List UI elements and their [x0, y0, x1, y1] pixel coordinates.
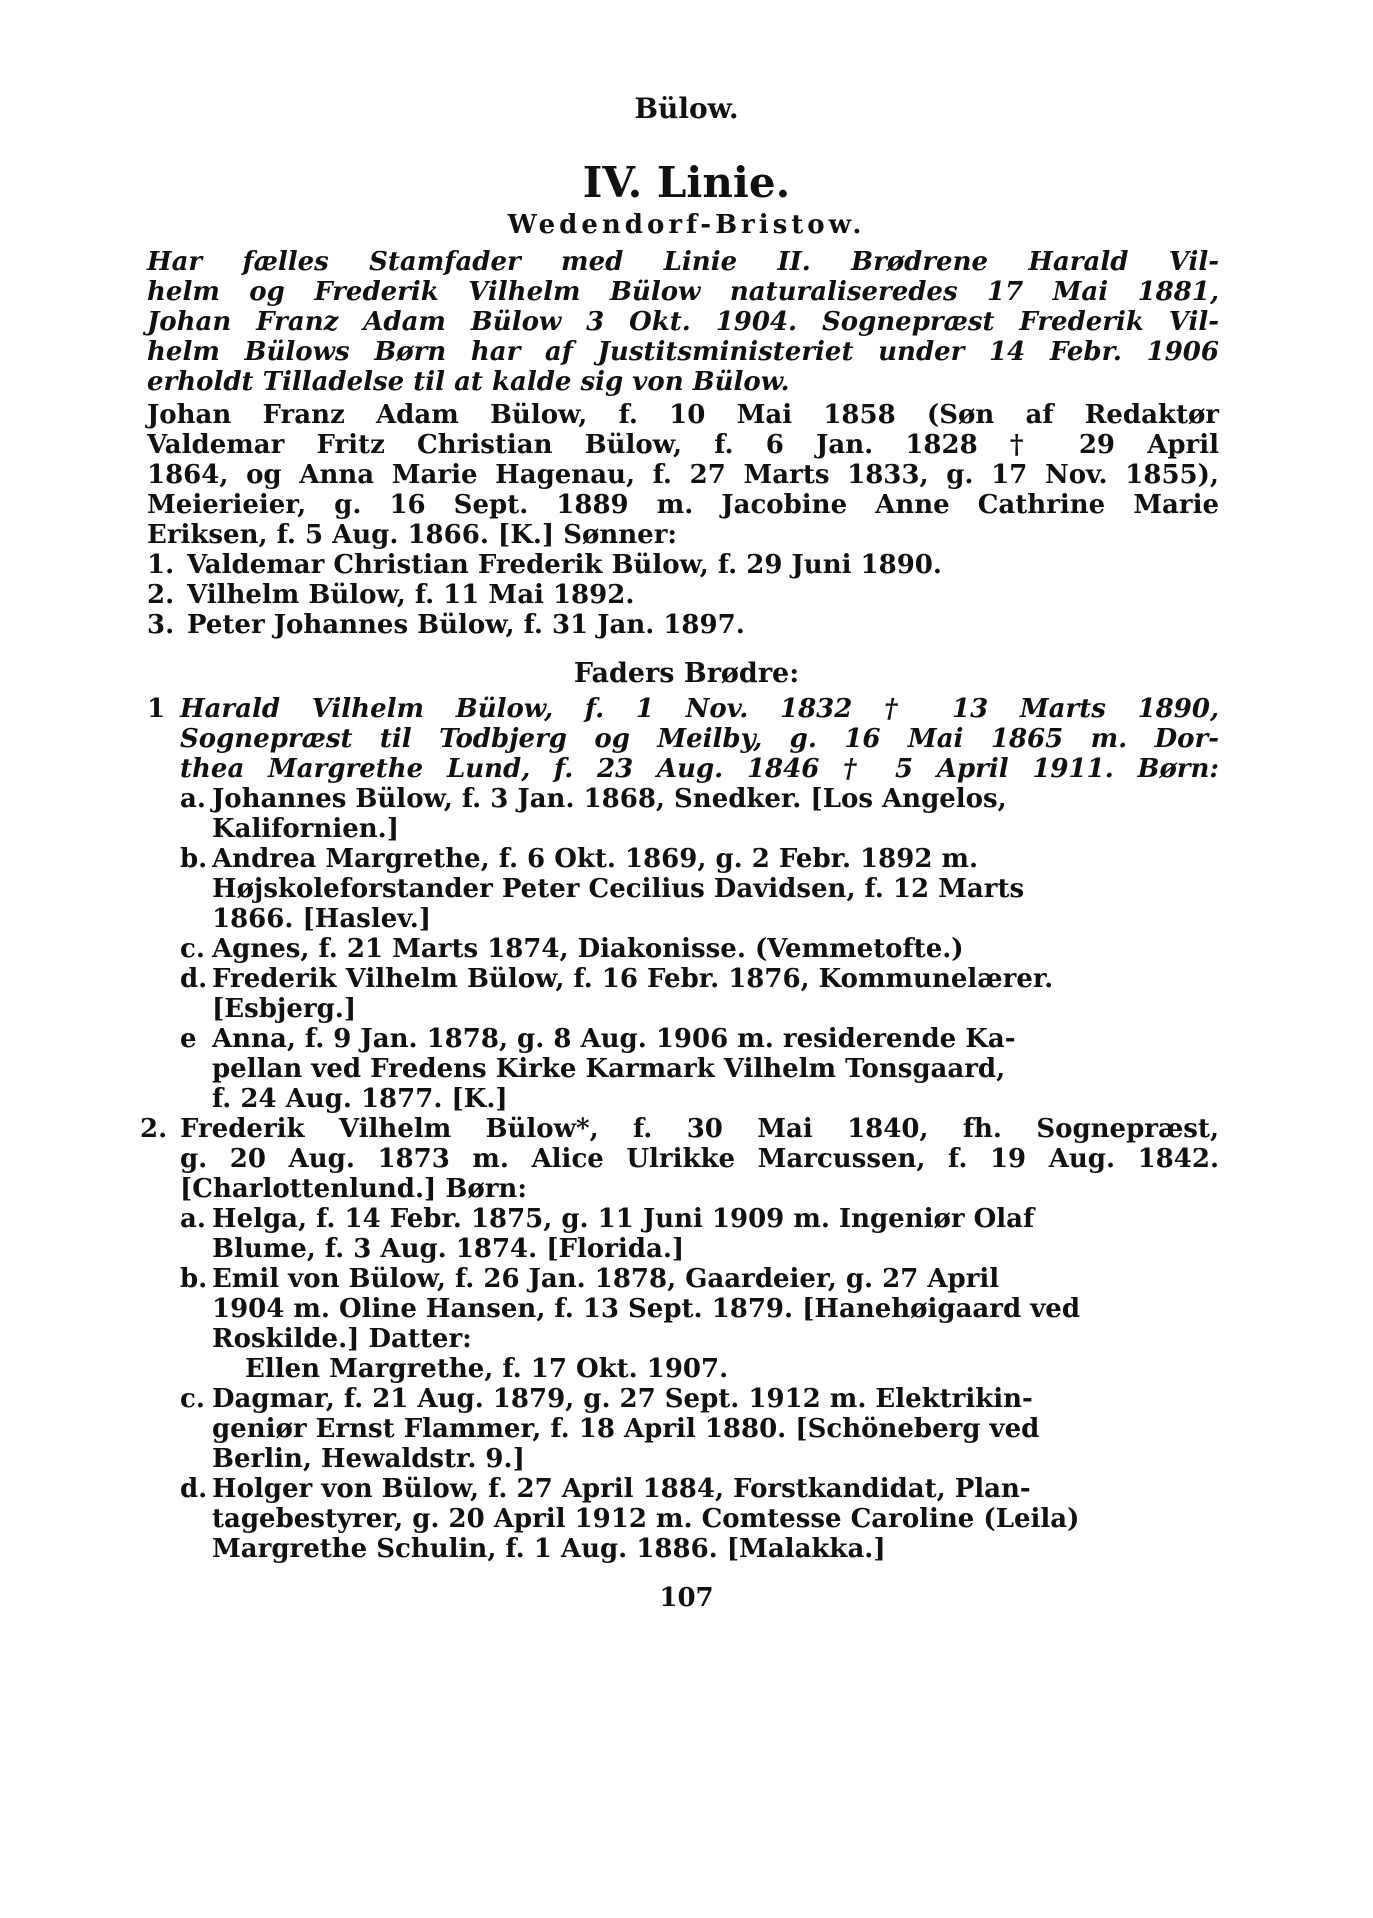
intro-line: erholdt Tilladelse til at kalde sig von Bülow. — [147, 367, 790, 397]
child-marker: a. — [180, 1204, 206, 1234]
child-text: Margrethe Schulin, f. 1 Aug. 1886. [Malakka.] — [212, 1534, 886, 1564]
page-number: 107 — [659, 1583, 714, 1613]
child-text: 1866. [Haslev.] — [212, 904, 432, 934]
intro-line: Har fælles Stamfader med Linie II. Brødrene Harald Vil- — [147, 247, 1219, 277]
main-entry-line: Eriksen, f. 5 Aug. 1866. [K.] Sønner: — [147, 520, 677, 550]
child-text: Berlin, Hewaldstr. 9.] — [212, 1444, 525, 1474]
child-entry — [180, 962, 1219, 996]
section-subtitle: Wedendorf-Bristow. — [507, 210, 866, 240]
child-text: Johannes Bülow, f. 3 Jan. 1868, Snedker. [Los Angelos, — [212, 784, 1007, 814]
son-marker: 2. — [147, 580, 175, 610]
child-entry — [180, 932, 1219, 966]
frederik-line: [Charlottenlund.] Børn: — [180, 1174, 527, 1204]
child-entry — [180, 1382, 1219, 1416]
child-marker: d. — [180, 964, 208, 994]
child-entry — [180, 1262, 1219, 1296]
child-marker: b. — [180, 844, 208, 874]
child-entry — [180, 842, 1219, 876]
son-entry — [147, 548, 1219, 582]
main-entry-line: Valdemar Fritz Christian Bülow, f. 6 Jan. 1828 † 29 April — [147, 430, 1219, 460]
child-text: [Esbjerg.] — [212, 994, 357, 1024]
son-marker: 3. — [147, 610, 175, 640]
harald-line: Sognepræst til Todbjerg og Meilby, g. 16 Mai 1865 m. Dor- — [180, 724, 1219, 754]
main-entry-line: Johan Franz Adam Bülow, f. 10 Mai 1858 (Søn af Redaktør — [147, 400, 1219, 430]
child-text: pellan ved Fredens Kirke Karmark Vilhelm Tonsgaard, — [212, 1054, 1006, 1084]
child-entry — [180, 1472, 1219, 1506]
child-text: Blume, f. 3 Aug. 1874. [Florida.] — [212, 1234, 685, 1264]
section-title: IV. Linie. — [582, 158, 791, 207]
harald-line: thea Margrethe Lund, f. 23 Aug. 1846 † 5 April 1911. Børn: — [180, 754, 1219, 784]
entry-marker: 1 — [147, 694, 166, 724]
child-text: tagebestyrer, g. 20 April 1912 m. Comtesse Caroline (Leila) — [212, 1504, 1080, 1534]
grandchild-text: Ellen Margrethe, f. 17 Okt. 1907. — [245, 1354, 729, 1384]
son-text: Vilhelm Bülow, f. 11 Mai 1892. — [187, 580, 635, 610]
child-text: Helga, f. 14 Febr. 1875, g. 11 Juni 1909 m. Ingeniør Olaf — [212, 1204, 1035, 1234]
harald-line: Harald Vilhelm Bülow, f. 1 Nov. 1832 † 13 Marts 1890, — [180, 694, 1219, 724]
entry-marker: 2. — [140, 1114, 168, 1144]
child-text: Frederik Vilhelm Bülow, f. 16 Febr. 1876, Kommunelærer. — [212, 964, 1054, 994]
child-marker: b. — [180, 1264, 208, 1294]
child-text: Andrea Margrethe, f. 6 Okt. 1869, g. 2 Febr. 1892 m. — [212, 844, 979, 874]
main-entry-line: Meierieier, g. 16 Sept. 1889 m. Jacobine Anne Cathrine Marie — [147, 490, 1219, 520]
child-text: Dagmar, f. 21 Aug. 1879, g. 27 Sept. 1912 m. Elektrikin- — [212, 1384, 1033, 1414]
intro-line: helm og Frederik Vilhelm Bülow naturaliseredes 17 Mai 1881, — [147, 277, 1219, 307]
son-marker: 1. — [147, 550, 175, 580]
child-text: f. 24 Aug. 1877. [K.] — [212, 1084, 508, 1114]
child-text: Roskilde.] Datter: — [212, 1324, 472, 1354]
child-entry — [180, 1022, 1219, 1056]
child-marker: c. — [180, 1384, 205, 1414]
child-marker: e — [180, 1024, 197, 1054]
child-entry — [180, 782, 1219, 816]
running-title: Bülow. — [634, 92, 739, 125]
frederik-line: g. 20 Aug. 1873 m. Alice Ulrikke Marcussen, f. 19 Aug. 1842. — [180, 1144, 1219, 1174]
child-text: 1904 m. Oline Hansen, f. 13 Sept. 1879. [Hanehøigaard ved — [212, 1294, 1081, 1324]
son-entry — [147, 578, 1219, 612]
frederik-line: Frederik Vilhelm Bülow*, f. 30 Mai 1840, fh. Sognepræst, — [180, 1114, 1219, 1144]
child-marker: a. — [180, 784, 206, 814]
child-text: Agnes, f. 21 Marts 1874, Diakonisse. (Vemmetofte.) — [212, 934, 964, 964]
son-text: Valdemar Christian Frederik Bülow, f. 29 Juni 1890. — [187, 550, 942, 580]
child-entry — [180, 1202, 1219, 1236]
child-text: Anna, f. 9 Jan. 1878, g. 8 Aug. 1906 m. residerende Ka- — [212, 1024, 1016, 1054]
son-text: Peter Johannes Bülow, f. 31 Jan. 1897. — [187, 610, 745, 640]
son-entry — [147, 608, 1219, 642]
intro-line: helm Bülows Børn har af Justitsministeriet under 14 Febr. 1906 — [147, 337, 1219, 367]
child-text: Emil von Bülow, f. 26 Jan. 1878, Gaardeier, g. 27 April — [212, 1264, 1000, 1294]
child-text: geniør Ernst Flammer, f. 18 April 1880. [Schöneberg ved — [212, 1414, 1040, 1444]
child-marker: c. — [180, 934, 205, 964]
main-entry-line: 1864, og Anna Marie Hagenau, f. 27 Marts 1833, g. 17 Nov. 1855), — [147, 460, 1219, 490]
child-text: Højskoleforstander Peter Cecilius Davidsen, f. 12 Marts — [212, 874, 1025, 904]
child-text: Kalifornien.] — [212, 814, 400, 844]
child-marker: d. — [180, 1474, 208, 1504]
child-text: Holger von Bülow, f. 27 April 1884, Forstkandidat, Plan- — [212, 1474, 1031, 1504]
faders-brodre-heading: Faders Brødre: — [573, 658, 800, 689]
intro-line: Johan Franz Adam Bülow 3 Okt. 1904. Sognepræst Frederik Vil- — [147, 307, 1219, 337]
